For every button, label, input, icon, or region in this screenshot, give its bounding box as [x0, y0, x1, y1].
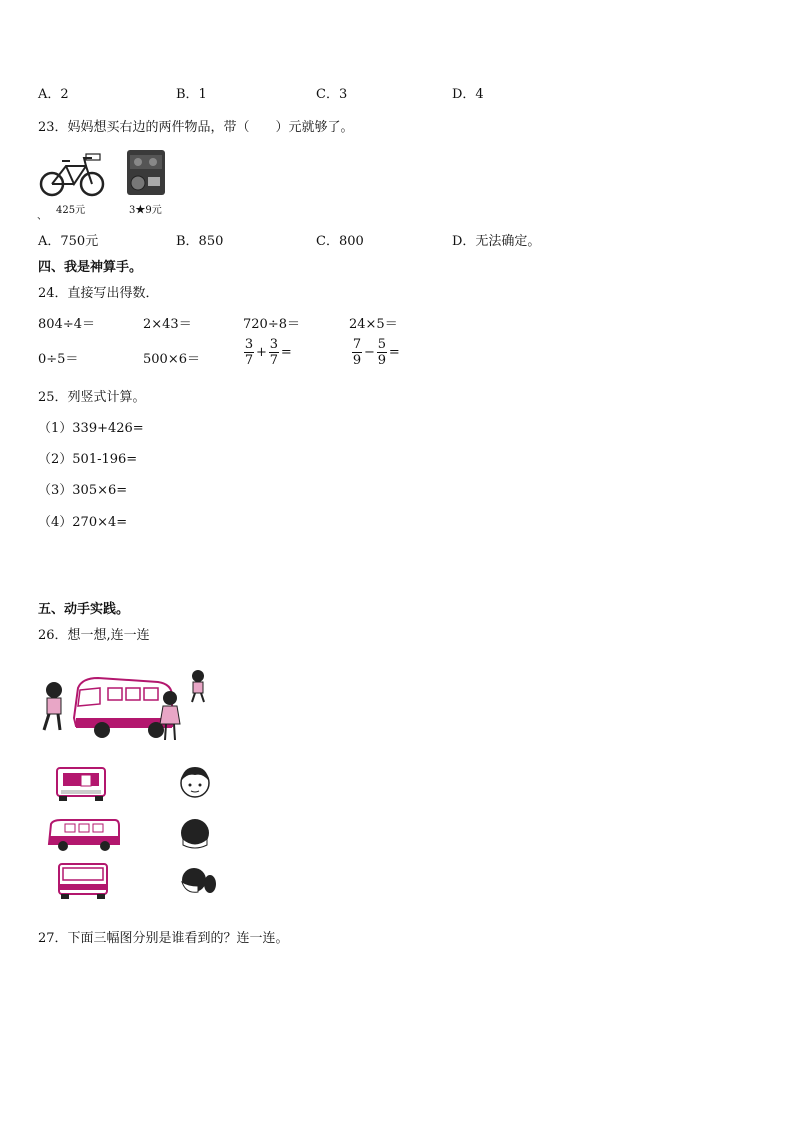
list-comma: 、	[37, 211, 47, 222]
van-scene-image	[38, 668, 214, 744]
q24-item-6: 500×6＝	[143, 352, 200, 367]
q22-option-b: B．1	[176, 87, 207, 102]
q24-item-2: 2×43＝	[143, 317, 192, 332]
van-back-view	[55, 766, 107, 802]
q24-item-4: 24×5＝	[349, 317, 398, 332]
q23-option-c: C．800	[316, 234, 364, 249]
fraction-expression-2: 7 9 − 5 9 =	[352, 337, 400, 368]
boy-head-back-icon	[177, 815, 213, 851]
q23-option-b: B．850	[176, 234, 224, 249]
q24-item-3: 720÷8＝	[243, 317, 300, 332]
radio-price: 3★9元	[129, 205, 162, 216]
q25-item-4: （4）270×4=	[38, 515, 128, 530]
radio-image	[126, 149, 166, 197]
boy-face-front-icon	[177, 763, 213, 799]
section-4-heading: 四、我是神算手。	[38, 260, 143, 275]
van-side-view	[47, 818, 121, 852]
bike-price: 425元	[56, 205, 86, 216]
fraction-expression-1: 3 7 + 3 7 =	[244, 337, 292, 368]
q22-option-a: A．2	[38, 87, 69, 102]
q22-option-d: D．4	[452, 87, 484, 102]
q22-option-c: C．3	[316, 87, 348, 102]
q24-item-1: 804÷4＝	[38, 317, 95, 332]
q27-stem: 27．下面三幅图分别是谁看到的？连一连。	[38, 931, 289, 946]
section-5-heading: 五、动手实践。	[38, 602, 130, 617]
q24-item-5: 0÷5＝	[38, 352, 79, 367]
q23-stem: 23．妈妈想买右边的两件物品，带（ ）元就够了。	[38, 120, 354, 135]
q25-stem: 25．列竖式计算。	[38, 390, 146, 405]
q25-item-1: （1）339+426=	[38, 421, 144, 436]
q23-option-a: A．750元	[38, 234, 99, 249]
q25-item-2: （2）501-196=	[38, 452, 138, 467]
q24-stem: 24．直接写出得数．	[38, 286, 159, 301]
q26-stem: 26．想一想,连一连	[38, 628, 150, 643]
q25-item-3: （3）305×6=	[38, 483, 128, 498]
q23-option-d: D．无法确定。	[452, 234, 541, 249]
girl-head-side-icon	[178, 864, 218, 898]
van-front-view	[57, 862, 109, 900]
bicycle-image	[38, 152, 108, 198]
